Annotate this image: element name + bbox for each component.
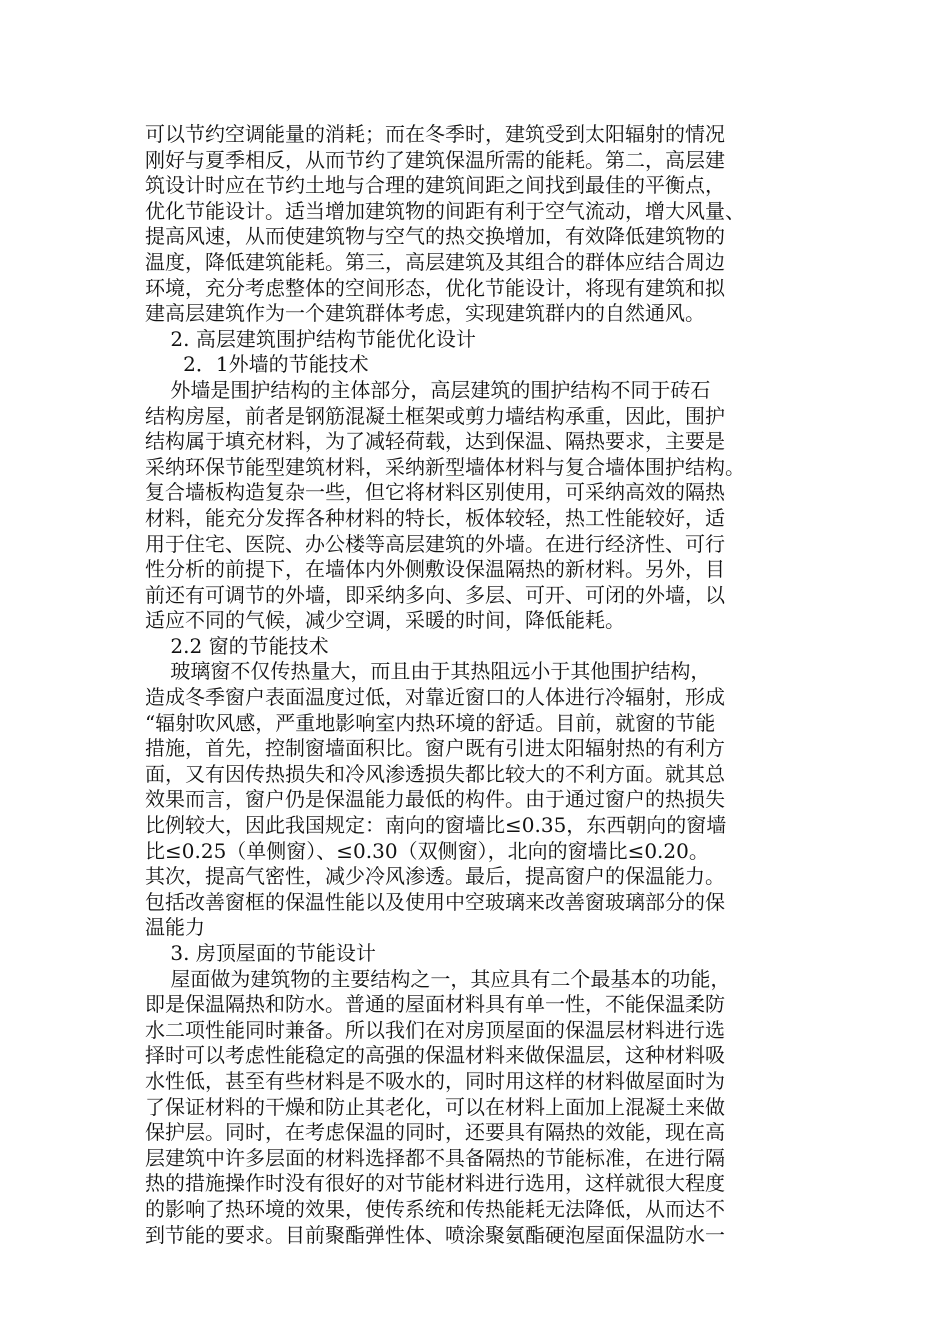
text-line: 其次，提高气密性，减少冷风渗透。最后，提高窗户的保温能力。 bbox=[145, 864, 725, 889]
text-line: 材料，能充分发挥各种材料的特长，板体较轻，热工性能较好，适 bbox=[145, 505, 725, 530]
text-line: 层建筑中许多层面的材料选择都不具备隔热的节能标准，在进行隔 bbox=[145, 1145, 725, 1170]
text-line: 的影响了热环境的效果，使传系统和传热能耗无法降低，从而达不 bbox=[145, 1196, 725, 1221]
text-line: “辐射吹风感，严重地影响室内热环境的舒适。目前，就窗的节能 bbox=[145, 710, 716, 735]
text-line: 提高风速，从而使建筑物与空气的热交换增加，有效降低建筑物的 bbox=[145, 224, 725, 249]
text-line: 2.2 窗的节能技术 bbox=[145, 633, 329, 658]
text-line: 温度，降低建筑能耗。第三，高层建筑及其组合的群体应结合周边 bbox=[145, 249, 725, 274]
text-line: 前还有可调节的外墙，即采纳多向、多层、可开、可闭的外墙，以 bbox=[145, 582, 725, 607]
text-line: 措施，首先，控制窗墙面积比。窗户既有引进太阳辐射热的有利方 bbox=[145, 736, 725, 761]
text-line: 效果而言，窗户仍是保温能力最低的构件。由于通过窗户的热损失 bbox=[145, 787, 725, 812]
text-line: 环境，充分考虑整体的空间形态，优化节能设计，将现有建筑和拟 bbox=[145, 275, 725, 300]
text-line: 择时可以考虑性能稳定的高强的保温材料来做保温层，这种材料吸 bbox=[145, 1043, 725, 1068]
text-line: 2. 高层建筑围护结构节能优化设计 bbox=[145, 326, 476, 351]
text-line: 包括改善窗框的保温性能以及使用中空玻璃来改善窗玻璃部分的保 bbox=[145, 889, 725, 914]
text-line: 刚好与夏季相反，从而节约了建筑保温所需的能耗。第二，高层建 bbox=[145, 147, 725, 172]
text-line: 了保证材料的干燥和防止其老化，可以在材料上面加上混凝土来做 bbox=[145, 1094, 725, 1119]
text-line: 3. 房顶屋面的节能设计 bbox=[145, 941, 376, 965]
text-line: 可以节约空调能量的消耗；而在冬季时，建筑受到太阳辐射的情况 bbox=[145, 122, 725, 146]
text-line: 比例较大，因此我国规定：南向的窗墙比≤0.35，东西朝向的窗墙 bbox=[145, 813, 727, 838]
body-text bbox=[145, 122, 810, 1248]
text-line: 屋面做为建筑物的主要结构之一，其应具有二个最基本的功能， bbox=[145, 966, 731, 991]
text-line: 适应不同的气候，减少空调，采暖的时间，降低能耗。 bbox=[145, 608, 625, 633]
text-line: 外墙是围护结构的主体部分，高层建筑的围护结构不同于砖石 bbox=[145, 377, 711, 402]
text-line: 复合墙板构造复杂一些，但它将材料区别使用，可采纳高效的隔热 bbox=[145, 480, 725, 505]
text-line: 玻璃窗不仅传热量大，而且由于其热阻远小于其他围护结构， bbox=[145, 659, 711, 684]
text-line: 优化节能设计。适当增加建筑物的间距有利于空气流动，增大风量、 bbox=[145, 198, 745, 223]
text-line: 用于住宅、医院、办公楼等高层建筑的外墙。在进行经济性、可行 bbox=[145, 531, 725, 556]
text-line: 筑设计时应在节约土地与合理的建筑间距之间找到最佳的平衡点， bbox=[145, 173, 725, 198]
text-line: 水性低，甚至有些材料是不吸水的，同时用这样的材料做屋面时为 bbox=[145, 1068, 725, 1093]
text-line: 采纳环保节能型建筑材料，采纳新型墙体材料与复合墙体围护结构。 bbox=[145, 454, 745, 479]
text-line: 保护层。同时，在考虑保温的同时，还要具有隔热的效能，现在高 bbox=[145, 1120, 725, 1145]
text-line: 温能力 bbox=[145, 915, 205, 940]
text-line: 结构房屋，前者是钢筋混凝土框架或剪力墙结构承重，因此，围护 bbox=[145, 403, 725, 428]
text-line: 面，又有因传热损失和冷风渗透损失都比较大的不利方面。就其总 bbox=[145, 761, 725, 786]
text-line: 比≤0.25（单侧窗）、≤0.30（双侧窗），北向的窗墙比≤0.20。 bbox=[145, 838, 709, 863]
text-line: 造成冬季窗户表面温度过低，对靠近窗口的人体进行冷辐射，形成 bbox=[145, 685, 725, 710]
text-line: 即是保温隔热和防水。普通的屋面材料具有单一性，不能保温柔防 bbox=[145, 992, 725, 1017]
text-line: 结构属于填充材料，为了减轻荷载，达到保温、隔热要求，主要是 bbox=[145, 429, 725, 454]
text-line: 热的措施操作时没有很好的对节能材料进行选用，这样就很大程度 bbox=[145, 1171, 725, 1196]
text-line: 建高层建筑作为一个建筑群体考虑，实现建筑群内的自然通风。 bbox=[145, 301, 705, 326]
text-line: 水二项性能同时兼备。所以我们在对房顶屋面的保温层材料进行选 bbox=[145, 1017, 725, 1042]
text-line: 2．1外墙的节能技术 bbox=[145, 352, 369, 377]
text-line: 性分析的前提下，在墙体内外侧敷设保温隔热的新材料。另外，目 bbox=[145, 557, 725, 582]
text-line: 到节能的要求。目前聚酯弹性体、喷涂聚氨酯硬泡屋面保温防水一 bbox=[145, 1222, 725, 1247]
